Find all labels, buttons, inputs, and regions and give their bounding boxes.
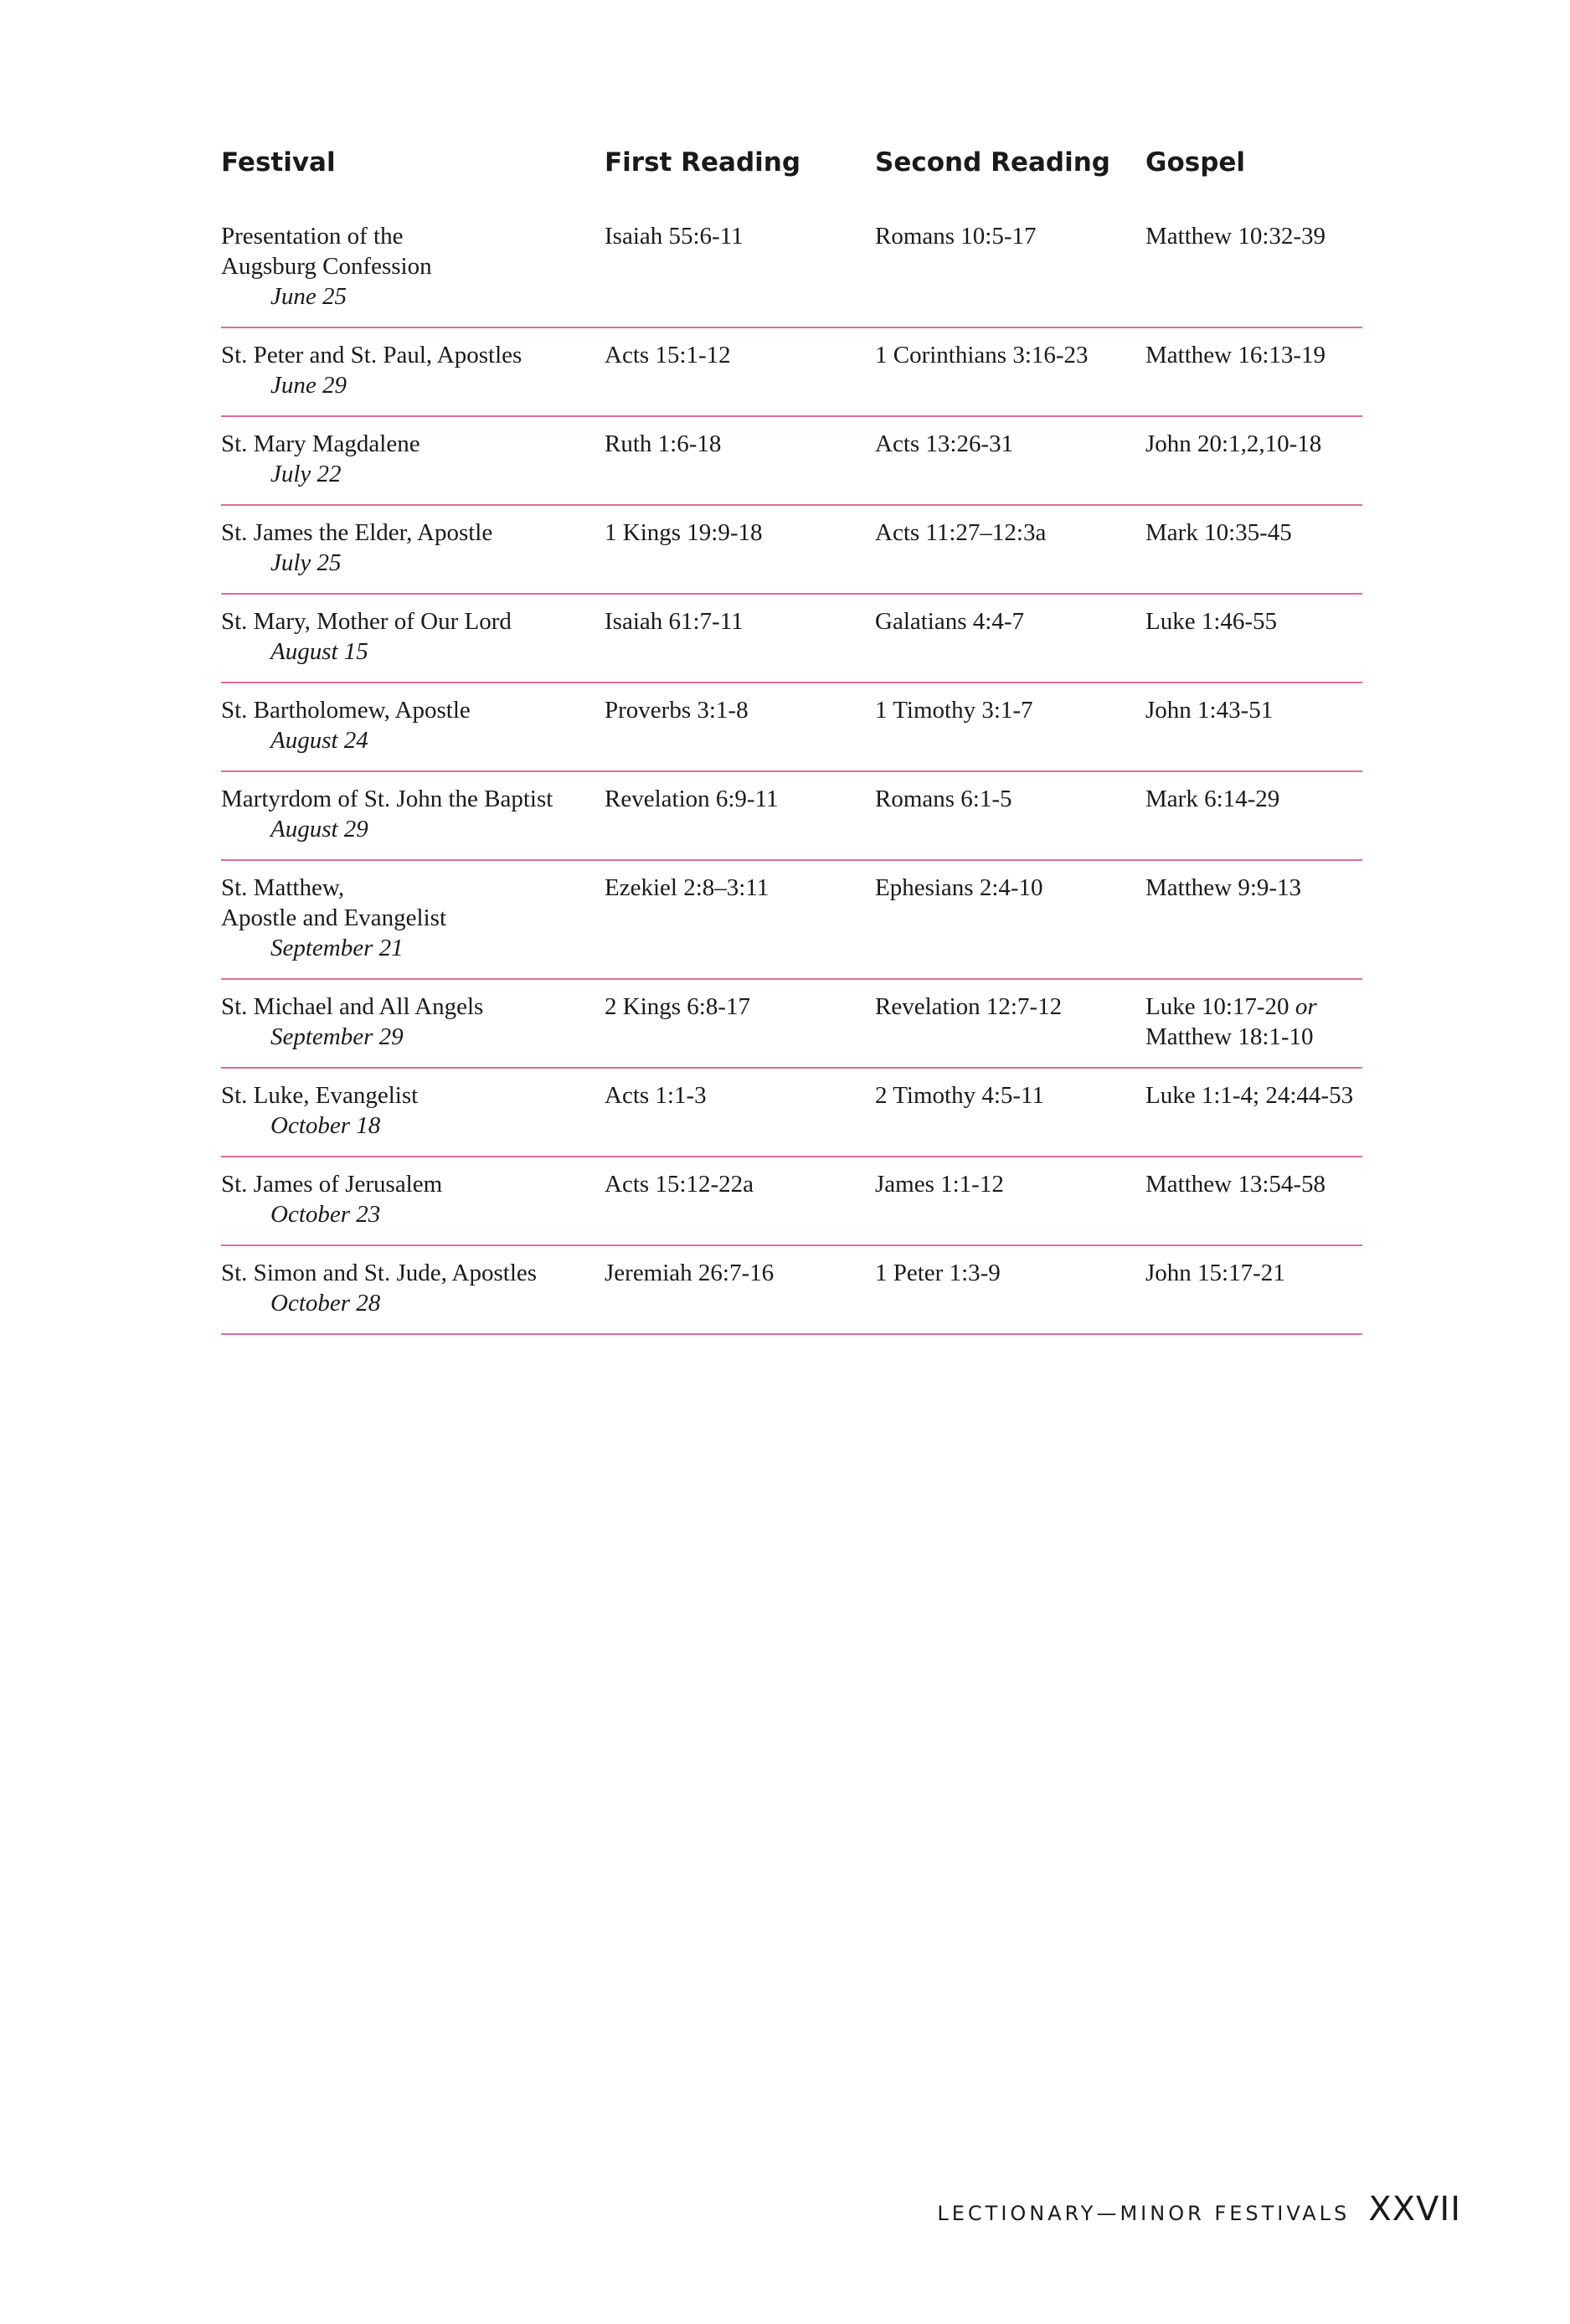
- gospel-reading: [1145, 1258, 1362, 1288]
- festival-name: St. James the Elder, Apostle: [221, 519, 493, 546]
- festival-name: St. Matthew,: [221, 874, 345, 901]
- first-reading: Isaiah 61:7-11: [605, 608, 744, 635]
- gospel-reading: [1145, 695, 1362, 725]
- gospel-cell: [1145, 429, 1362, 459]
- header-gospel: Gospel: [1145, 147, 1246, 178]
- gospel-reading-text: John 20:1,2,10-18: [1145, 430, 1322, 457]
- gospel-reading-text: John 1:43-51: [1145, 697, 1274, 724]
- festival-cell: [221, 518, 605, 578]
- table-row: [221, 1157, 1362, 1246]
- festival-name: St. Simon and St. Jude, Apostles: [221, 1260, 538, 1286]
- gospel-reading: [1145, 429, 1362, 459]
- festival-cell: [221, 873, 605, 963]
- header-first-reading: First Reading: [605, 147, 801, 178]
- festival-cell: [221, 1080, 605, 1141]
- first-reading: 1 Kings 19:9-18: [605, 519, 763, 546]
- header-second-reading: Second Reading: [875, 147, 1110, 178]
- first-reading: Acts 15:12-22a: [605, 1171, 754, 1198]
- gospel-cell: [1145, 340, 1362, 370]
- gospel-reading-text: Matthew 16:13-19: [1145, 342, 1326, 368]
- page-number: XXVII: [1368, 2190, 1461, 2229]
- festival-cell: [221, 1258, 605, 1318]
- gospel-reading: [1145, 606, 1362, 636]
- running-footer: LECTIONARY—MINOR FESTIVALS: [937, 2202, 1351, 2225]
- second-reading: 2 Timothy 4:5-11: [875, 1082, 1044, 1109]
- festival-name: St. Bartholomew, Apostle: [221, 697, 471, 724]
- first-reading: 2 Kings 6:8-17: [605, 993, 750, 1020]
- festival-date: October 23: [270, 1201, 381, 1228]
- gospel-reading-text: Matthew 13:54-58: [1145, 1171, 1326, 1198]
- gospel-reading-text: Luke 10:17-20: [1145, 993, 1289, 1020]
- table-row: [221, 861, 1362, 980]
- festival-date: August 15: [270, 638, 368, 665]
- first-reading: Ruth 1:6-18: [605, 430, 722, 457]
- gospel-reading-text: Matthew 18:1-10: [1145, 1023, 1314, 1050]
- second-reading: Revelation 12:7-12: [875, 993, 1063, 1020]
- table-row: [221, 506, 1362, 595]
- gospel-reading: [1145, 340, 1362, 370]
- table-row: [221, 595, 1362, 683]
- gospel-reading: [1145, 784, 1362, 814]
- festival-name: Martyrdom of St. John the Baptist: [221, 786, 553, 812]
- festival-name: Presentation of the: [221, 223, 404, 250]
- gospel-cell: [1145, 695, 1362, 725]
- festival-date: October 28: [270, 1290, 381, 1317]
- festival-name: Apostle and Evangelist: [221, 904, 447, 931]
- second-reading: Acts 13:26-31: [875, 430, 1014, 457]
- page-footer: [937, 2190, 1461, 2229]
- table-row: [221, 328, 1362, 417]
- gospel-reading: [1145, 221, 1362, 251]
- festival-cell: [221, 340, 605, 400]
- lectionary-table: [221, 147, 1362, 1335]
- festival-date: July 25: [270, 549, 342, 576]
- festival-name: St. Mary Magdalene: [221, 430, 420, 457]
- festival-date: August 29: [270, 816, 368, 843]
- gospel-reading: [1145, 1022, 1362, 1052]
- table-header: [221, 147, 1362, 206]
- festival-cell: [221, 784, 605, 844]
- second-reading: 1 Corinthians 3:16-23: [875, 342, 1089, 368]
- second-reading: 1 Peter 1:3-9: [875, 1260, 1001, 1286]
- festival-cell: [221, 992, 605, 1052]
- first-reading: Proverbs 3:1-8: [605, 697, 749, 724]
- gospel-reading-text: Luke 1:46-55: [1145, 608, 1278, 635]
- gospel-reading-text: John 15:17-21: [1145, 1260, 1285, 1286]
- festival-date: June 29: [270, 372, 347, 399]
- gospel-reading: [1145, 1080, 1362, 1110]
- festival-name: St. James of Jerusalem: [221, 1171, 443, 1198]
- second-reading: Galatians 4:4-7: [875, 608, 1024, 635]
- festival-date: June 25: [270, 283, 347, 310]
- gospel-reading-text: Matthew 10:32-39: [1145, 223, 1326, 250]
- gospel-cell: [1145, 518, 1362, 548]
- gospel-reading: [1145, 992, 1362, 1022]
- gospel-cell: [1145, 606, 1362, 636]
- festival-name: St. Peter and St. Paul, Apostles: [221, 342, 522, 368]
- gospel-reading: [1145, 518, 1362, 548]
- first-reading: Isaiah 55:6-11: [605, 223, 744, 250]
- second-reading: Romans 10:5-17: [875, 223, 1037, 250]
- table-row: [221, 772, 1362, 861]
- first-reading: Ezekiel 2:8–3:11: [605, 874, 770, 901]
- festival-date: October 18: [270, 1112, 381, 1139]
- first-reading: Jeremiah 26:7-16: [605, 1260, 775, 1286]
- first-reading: Revelation 6:9-11: [605, 786, 779, 812]
- table-body: [221, 221, 1362, 1335]
- gospel-reading-text: Luke 1:1-4; 24:44-53: [1145, 1082, 1354, 1109]
- header-festival: Festival: [221, 147, 336, 178]
- festival-cell: [221, 695, 605, 755]
- gospel-reading: [1145, 873, 1362, 903]
- festival-name: St. Michael and All Angels: [221, 993, 484, 1020]
- festival-date: July 22: [270, 461, 342, 487]
- festival-date: August 24: [270, 727, 368, 754]
- gospel-reading-text: Mark 6:14-29: [1145, 786, 1280, 812]
- first-reading: Acts 15:1-12: [605, 342, 731, 368]
- second-reading: James 1:1-12: [875, 1171, 1004, 1198]
- second-reading: Romans 6:1-5: [875, 786, 1012, 812]
- gospel-cell: [1145, 784, 1362, 814]
- gospel-cell: [1145, 992, 1362, 1052]
- table-row: [221, 417, 1362, 506]
- gospel-reading-text: Mark 10:35-45: [1145, 519, 1292, 546]
- festival-cell: [221, 429, 605, 489]
- table-row: [221, 980, 1362, 1069]
- festival-cell: [221, 221, 605, 312]
- festival-date: September 29: [270, 1023, 404, 1050]
- gospel-reading: [1145, 1169, 1362, 1199]
- gospel-alternative-word: or: [1295, 993, 1317, 1020]
- festival-cell: [221, 1169, 605, 1229]
- second-reading: Ephesians 2:4-10: [875, 874, 1043, 901]
- table-row: [221, 1246, 1362, 1335]
- table-row: [221, 221, 1362, 328]
- second-reading: 1 Timothy 3:1-7: [875, 697, 1033, 724]
- first-reading: Acts 1:1-3: [605, 1082, 707, 1109]
- gospel-cell: [1145, 1258, 1362, 1288]
- table-row: [221, 683, 1362, 772]
- gospel-reading-text: Matthew 9:9-13: [1145, 874, 1302, 901]
- festival-name: St. Luke, Evangelist: [221, 1082, 419, 1109]
- table-row: [221, 1069, 1362, 1157]
- festival-date: September 21: [270, 935, 404, 961]
- second-reading: Acts 11:27–12:3a: [875, 519, 1047, 546]
- festival-name: St. Mary, Mother of Our Lord: [221, 608, 512, 635]
- festival-cell: [221, 606, 605, 667]
- festival-name: Augsburg Confession: [221, 253, 432, 280]
- gospel-cell: [1145, 873, 1362, 903]
- gospel-cell: [1145, 221, 1362, 251]
- gospel-cell: [1145, 1080, 1362, 1110]
- gospel-cell: [1145, 1169, 1362, 1199]
